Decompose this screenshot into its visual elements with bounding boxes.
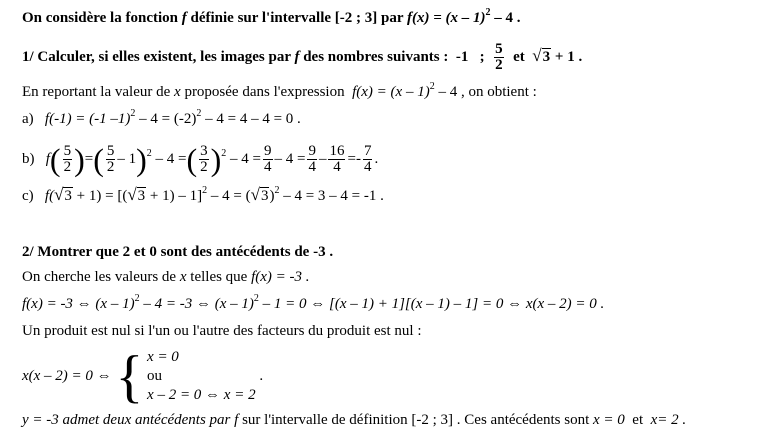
item-a-eq: f(-1) = (-1 –1)	[44, 111, 131, 127]
function-tail: – 4 .	[490, 10, 521, 26]
q2-label: 2/ Montrer que 2 et 0 sont des antécédents de -3 .	[22, 244, 334, 260]
product-text: Un produit est nul si l'un ou l'autre des facteurs du produit est nul :	[22, 323, 422, 339]
equiv-part: f(x) = -3 ⇔ (x – 1)	[22, 296, 135, 312]
term: – 4 =	[274, 151, 306, 167]
q1-plus-one: + 1 .	[554, 48, 583, 65]
system-block	[22, 343, 264, 409]
function-name: f	[234, 412, 239, 428]
reporting-tail: – 4 , on obtient :	[434, 84, 537, 100]
left-brace: {	[115, 343, 144, 409]
q1-separator: ;	[479, 48, 485, 65]
intro-par: par	[381, 10, 404, 26]
antecedent-2: x= 2 .	[650, 412, 687, 428]
term: – 4 =	[226, 151, 262, 167]
item-c-part: + 1) = [(	[72, 188, 128, 204]
function-expression: f(x) = (x – 1)	[407, 10, 486, 26]
radicand: 3	[260, 188, 269, 204]
item-c-part: – 4 = 3 – 4 = -1 .	[279, 188, 384, 204]
radicand: 3	[64, 188, 72, 204]
period: .	[374, 151, 379, 167]
conclusion-text: y = -3 admet deux antécédents par	[22, 412, 231, 428]
q1-text: des nombres suivants :	[303, 48, 449, 65]
item-c-part: + 1) – 1]	[146, 188, 203, 204]
system-lines	[147, 348, 256, 405]
expression: f(x) = (x – 1)	[352, 84, 430, 100]
item-label: c)	[22, 188, 34, 204]
product-rule	[22, 322, 422, 340]
equivalence-chain: f(x) = -3 ⇔ (x – 1)$^2$ – 4 = -3 ⇔ (x – 1)$^2$ – 1 = 0 ⇔ [(x – 1) + 1][(x – 1) – 1] = 0 ⇔ x(x – 2) = 0 .	[22, 293, 605, 312]
equals: =	[84, 151, 94, 167]
intro-text: On considère la fonction	[22, 10, 178, 26]
term: – 4 =	[151, 151, 187, 167]
antecedent-0: x = 0	[593, 412, 625, 428]
numerator: 7	[363, 143, 372, 160]
var-x: x	[179, 269, 187, 285]
denominator: 4	[264, 159, 272, 176]
denominator: 2	[63, 159, 72, 176]
var-x: x	[174, 84, 181, 100]
minus-one: – 1	[117, 151, 137, 167]
question-1	[22, 42, 582, 73]
numerator: 5	[63, 143, 72, 160]
interval: [-2 ; 3]	[334, 10, 378, 26]
search-text: On cherche les valeurs de	[22, 269, 177, 285]
equiv-part: – 4 = -3 ⇔ (x – 1)	[139, 296, 254, 312]
system-lhs: x(x – 2) = 0 ⇔	[22, 368, 112, 384]
exponent: 2	[429, 81, 435, 92]
q1-label: 1/ Calculer, si elles existent, les images par	[22, 48, 291, 65]
intro-line	[22, 9, 521, 27]
conclusion-text-2: sur l'intervalle de définition [-2 ; 3] . Ces antécédents sont	[242, 412, 590, 428]
intro-text-2: définie sur l'intervalle	[190, 10, 332, 26]
denominator: 2	[495, 57, 503, 73]
system-line: ou	[147, 368, 163, 385]
radicand: 3	[542, 48, 551, 65]
item-c-part: – 4 = (	[207, 188, 251, 204]
q1-value-1: -1	[455, 48, 469, 65]
numerator: 5	[495, 41, 503, 57]
function-name: f	[294, 48, 300, 65]
system-line: x – 2 = 0 ⇔ x = 2	[147, 387, 256, 404]
question-2	[22, 243, 333, 261]
search-line	[22, 268, 310, 286]
item-label: b)	[22, 151, 35, 167]
denominator: 4	[308, 159, 316, 176]
numerator: 16	[329, 143, 345, 160]
item-a-eq-3: – 4 = 4 – 4 = 0 .	[201, 111, 301, 127]
item-c: c) $f(√3 + 1) = [(√3 + 1) - 1]^2 - 4 = (√3)^2 - 4 = 3 - 4 = -1$ .	[22, 185, 384, 204]
numerator: 5	[106, 143, 115, 160]
conclusion-et: et	[632, 412, 644, 428]
function-name: f(	[44, 188, 55, 204]
equiv-part: – 1 = 0 ⇔ [(x – 1) + 1][(x – 1) – 1] = 0 ⇔ x(x – 2) = 0 .	[258, 296, 605, 312]
negative-sign: -	[355, 151, 361, 167]
numerator: 3	[200, 143, 208, 160]
item-label: a)	[22, 111, 34, 127]
minus: –	[318, 151, 327, 167]
denominator: 4	[363, 159, 372, 176]
reporting-text: En reportant la valeur de	[22, 84, 171, 100]
reporting-text-2: proposée dans l'expression	[184, 84, 345, 100]
denominator: 2	[200, 159, 208, 176]
function-name: f	[181, 10, 187, 26]
radicand: 3	[137, 188, 146, 204]
denominator: 2	[106, 159, 115, 176]
numerator: 9	[308, 143, 316, 160]
search-eq: f(x) = -3 .	[251, 269, 310, 285]
item-c-part: )	[269, 188, 275, 204]
denominator: 4	[333, 159, 341, 176]
period: .	[259, 368, 264, 384]
sqrt-3: √3	[532, 45, 551, 65]
function-name: f	[45, 151, 50, 167]
q1-et: et	[513, 48, 525, 65]
system-line: x = 0	[147, 349, 179, 366]
numerator: 9	[264, 143, 272, 160]
search-text-2: telles que	[190, 269, 248, 285]
conclusion-line	[22, 411, 686, 429]
exponent: 2	[485, 7, 491, 18]
reporting-line	[22, 83, 537, 101]
fraction-5-2	[494, 42, 504, 73]
item-b: b) f( $\frac{5}{2}$ )=( $\frac{5}{2}$ – 1)$^2$ – 4 =( $\frac{3}{2}$ )$^2$ – 4 = $\frac{9}{4}$ – 4 = $\frac{9}{4}$ – $\frac{16}{4}$ =- $\frac{7}{4}$ .	[22, 141, 379, 178]
item-a: a) f(-1) = (-1 $-1)^2 - 4 = (-2)^2 - 4 = 4 - 4 = 0$ .	[22, 108, 301, 127]
item-a-eq-2: – 4 = (-2)	[135, 111, 197, 127]
equals: =	[347, 151, 356, 167]
